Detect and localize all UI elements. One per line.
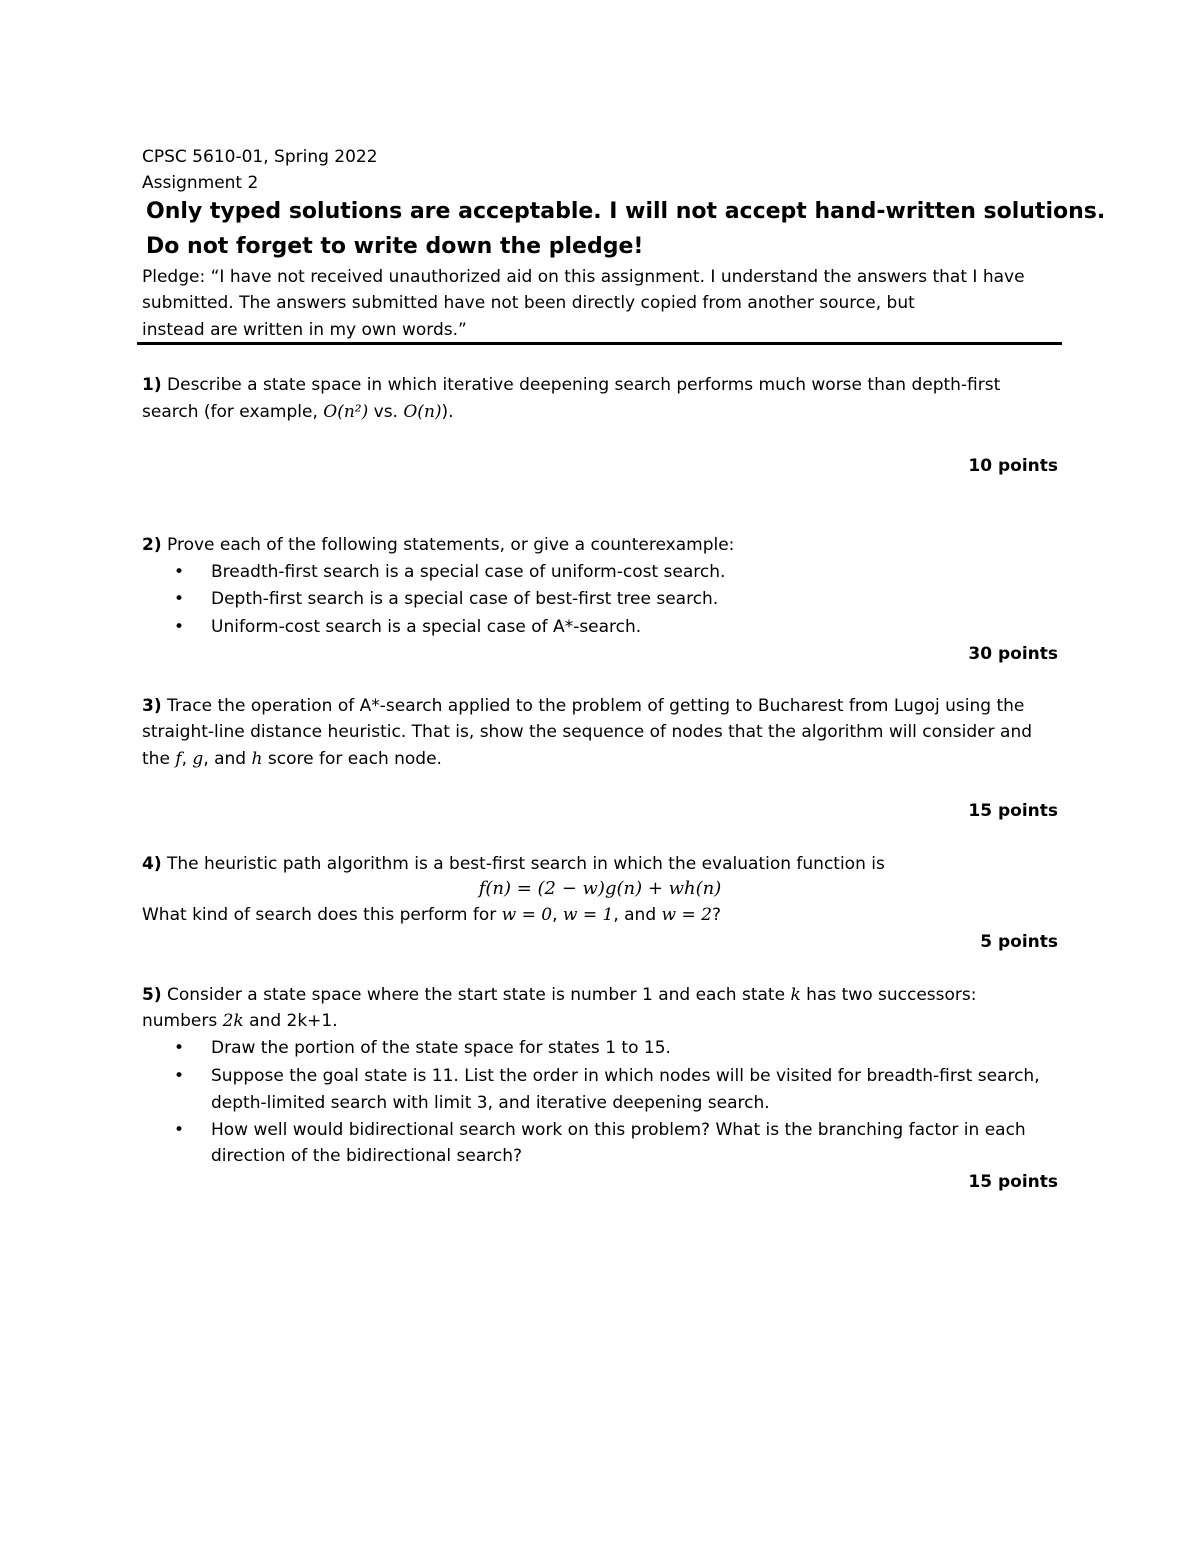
question-4-text-post: ? <box>711 905 721 925</box>
bullet-icon: • <box>174 1038 185 1058</box>
pledge-line-3: instead are written in my own words.” <box>142 320 467 340</box>
assignment-title: Assignment 2 <box>142 173 259 193</box>
bullet-icon: • <box>174 562 185 582</box>
question-1-text-post: ). <box>441 402 454 422</box>
pledge-line-1: Pledge: “I have not received unauthorized aid on this assignment. I understand the answers that I have <box>142 267 1025 287</box>
math-f: f <box>175 749 182 769</box>
math-2k: 2k <box>222 1011 244 1031</box>
question-5-line-2-pre: numbers <box>142 1011 223 1031</box>
math-g: g <box>192 749 204 769</box>
question-5-bullet-1: Draw the portion of the state space for states 1 to 15. <box>211 1038 671 1058</box>
question-1-text-mid: vs. <box>368 402 404 422</box>
question-5-bullet-3-line-1: How well would bidirectional search work on this problem? What is the branching factor in each <box>211 1120 1026 1140</box>
question-5-line-1 <box>142 984 976 1006</box>
question-3-text-pre: the <box>142 749 176 769</box>
question-3-line-3: the f, g, and h score for each node. <box>142 749 442 769</box>
question-2-bullet-3: Uniform-cost search is a special case of A*-search. <box>211 617 642 637</box>
question-4-text-pre: What kind of search does this perform for <box>142 905 502 925</box>
typed-solutions-notice: Only typed solutions are acceptable. I will not accept hand-written solutions. <box>146 199 1106 224</box>
question-1-number: 1) <box>142 375 162 395</box>
question-2-line-1 <box>142 534 734 556</box>
evaluation-function-equation: f(n) = (2 − w)g(n) + wh(n) <box>478 878 722 899</box>
question-3-line-1 <box>142 695 1024 717</box>
question-5-bullet-2-line-1: Suppose the goal state is 11. List the order in which nodes will be visited for breadth-first search, <box>211 1066 1040 1086</box>
course-title: CPSC 5610-01, Spring 2022 <box>142 147 378 167</box>
question-2-number: 2) <box>142 535 162 555</box>
question-4-line-3: What kind of search does this perform for w = 0, w = 1, and w = 2? <box>142 905 721 925</box>
question-5-points: 15 points <box>968 1172 1058 1192</box>
question-5-line-2 <box>142 1010 338 1032</box>
question-3-number: 3) <box>142 696 162 716</box>
question-1-line-1 <box>142 374 1000 396</box>
question-4-number: 4) <box>142 854 162 874</box>
question-3-line-2: straight-line distance heuristic. That is, show the sequence of nodes that the algorithm will consider and <box>142 722 1033 742</box>
question-5-line-2-post: and 2k+1. <box>243 1011 338 1031</box>
math-k: k <box>790 985 801 1005</box>
question-5-text-pre: Consider a state space where the start state is number 1 and each state <box>167 985 791 1005</box>
question-4-text-1: The heuristic path algorithm is a best-first search in which the evaluation function is <box>167 854 885 874</box>
question-4-line-1 <box>142 853 885 875</box>
bullet-icon: • <box>174 589 185 609</box>
math-w0: w = 0 <box>501 905 553 925</box>
question-5-text-post: has two successors: <box>800 985 977 1005</box>
header-divider <box>137 342 1062 345</box>
question-1-text-pre: search (for example, <box>142 402 324 422</box>
math-h: h <box>251 749 263 769</box>
bullet-icon: • <box>174 617 185 637</box>
math-w2: w = 2 <box>661 905 712 925</box>
question-2-intro: Prove each of the following statements, or give a counterexample: <box>167 535 735 555</box>
question-5-number: 5) <box>142 985 162 1005</box>
question-5-bullet-2-line-2: depth-limited search with limit 3, and iterative deepening search. <box>211 1093 770 1113</box>
pledge-line-2: submitted. The answers submitted have not been directly copied from another source, but <box>142 293 915 313</box>
question-1-line-2 <box>142 401 454 423</box>
question-2-points: 30 points <box>968 644 1058 664</box>
question-4-points: 5 points <box>980 932 1058 952</box>
question-2-bullet-2: Depth-first search is a special case of best-first tree search. <box>211 589 719 609</box>
math-w1: w = 1 <box>562 905 614 925</box>
question-3-text-1: Trace the operation of A*-search applied to the problem of getting to Bucharest from Lugoj using the <box>167 696 1025 716</box>
question-1-text: Describe a state space in which iterative deepening search performs much worse than depth-first <box>167 375 1001 395</box>
math-o-n: O(n) <box>403 402 442 422</box>
math-o-n-squared: O(n²) <box>323 402 369 422</box>
question-2-bullet-1: Breadth-first search is a special case of uniform-cost search. <box>211 562 726 582</box>
pledge-reminder-notice: Do not forget to write down the pledge! <box>146 234 644 259</box>
question-5-bullet-3-line-2: direction of the bidirectional search? <box>211 1146 523 1166</box>
question-1-points: 10 points <box>968 456 1058 476</box>
bullet-icon: • <box>174 1120 185 1140</box>
question-3-text-post: score for each node. <box>262 749 442 769</box>
bullet-icon: • <box>174 1066 185 1086</box>
question-3-points: 15 points <box>968 801 1058 821</box>
